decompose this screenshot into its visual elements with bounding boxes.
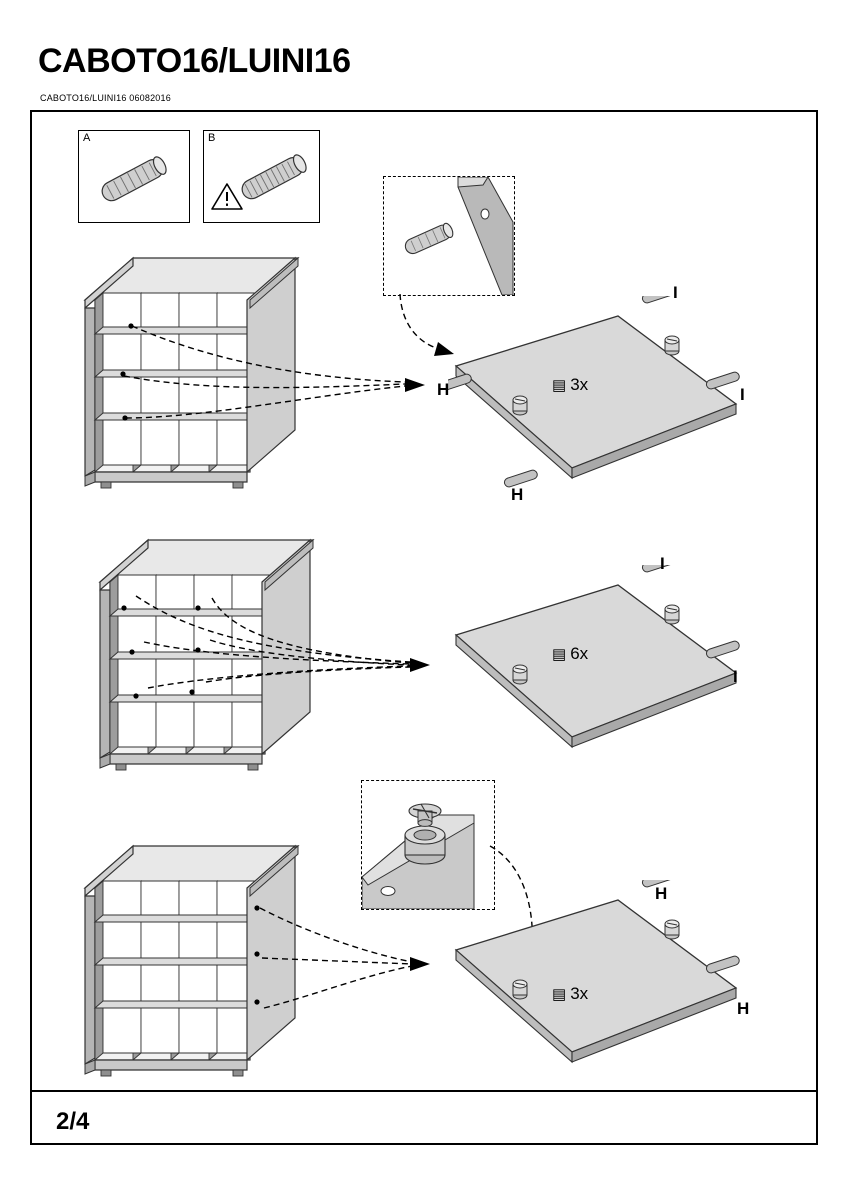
- shelf-symbol-icon: ▤: [552, 646, 566, 663]
- wooden-dowel-icon: [86, 148, 182, 214]
- leader-lines-step-2: [130, 580, 430, 720]
- dowel-into-panel-hole-icon: [384, 177, 514, 295]
- leader-lines-step-1: [120, 300, 430, 430]
- shelf-count-step-1: ▤ 3x: [552, 375, 589, 394]
- warning-triangle-icon: [210, 180, 244, 212]
- shelf-count-step-3: ▤ 3x: [552, 984, 589, 1003]
- shelf-board-step-1: [448, 296, 748, 516]
- label-h-step-1-bottom: H: [511, 485, 524, 504]
- label-h-step-1-left: H: [437, 380, 450, 399]
- label-i-step-2-top: I: [660, 554, 665, 573]
- label-i-step-1-top: I: [673, 283, 678, 302]
- part-legend-b-label: B: [208, 132, 216, 144]
- page-number: 2/4: [56, 1108, 90, 1135]
- shelf-symbol-icon: ▤: [552, 986, 566, 1003]
- label-i-step-2-right: I: [733, 667, 738, 686]
- page-title: CABOTO16/LUINI16: [38, 42, 351, 80]
- leader-lines-step-3: [252, 896, 432, 1016]
- shelf-symbol-icon: ▤: [552, 377, 566, 394]
- document-reference: CABOTO16/LUINI16 06082016: [40, 93, 171, 103]
- shelf-count-step-2: ▤ 6x: [552, 644, 589, 663]
- shelf-board-step-3: [448, 880, 748, 1100]
- label-i-step-1-right: I: [740, 385, 745, 404]
- label-h-step-3-right: H: [737, 999, 750, 1018]
- label-h-step-3-top: H: [655, 884, 668, 903]
- shelf-board-step-2: [448, 565, 748, 785]
- part-legend-a-label: A: [83, 132, 91, 144]
